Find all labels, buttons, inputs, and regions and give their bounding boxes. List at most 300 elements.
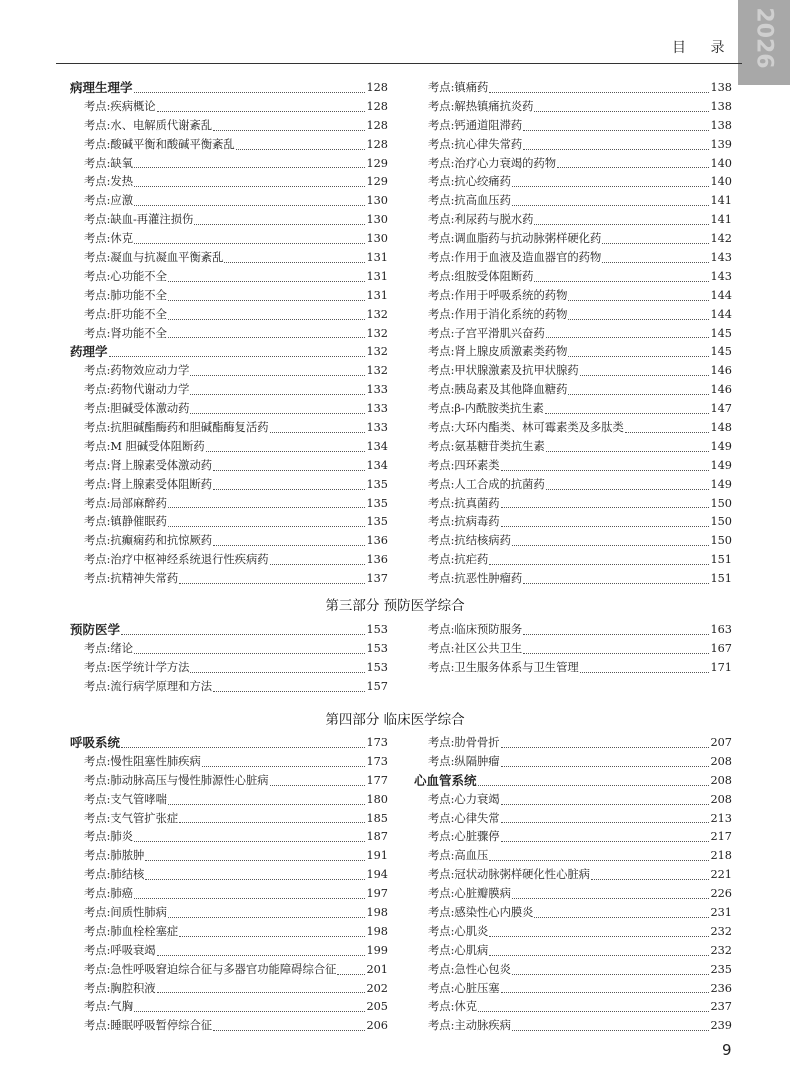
toc-page-number: 149 xyxy=(710,458,732,472)
dot-leader xyxy=(168,804,366,805)
dot-leader xyxy=(134,167,365,168)
toc-label: 考点:大环内酯类、林可霉素类及多肽类 xyxy=(428,421,624,435)
dot-leader xyxy=(157,955,366,956)
toc-page-number: 239 xyxy=(710,1019,732,1033)
toc-page-number: 153 xyxy=(366,660,388,674)
dot-leader xyxy=(213,130,365,131)
toc-label: 考点:β-内酰胺类抗生素 xyxy=(428,402,544,416)
dot-leader xyxy=(512,974,710,975)
toc-page-number: 130 xyxy=(366,194,388,208)
toc-label: 考点:作用于消化系统的药物 xyxy=(428,307,568,321)
toc-entry xyxy=(414,155,732,174)
toc-entry xyxy=(414,211,732,230)
dot-leader xyxy=(501,470,710,471)
dot-leader xyxy=(602,243,709,244)
toc-entry xyxy=(414,98,732,117)
dot-leader xyxy=(157,992,366,993)
toc-entry xyxy=(70,828,388,847)
toc-label: 考点:间质性肺病 xyxy=(84,906,167,919)
toc-page-number: 198 xyxy=(366,924,388,938)
toc-page-number: 132 xyxy=(366,345,388,359)
dot-leader xyxy=(134,92,366,93)
toc-page-number: 157 xyxy=(366,679,388,693)
toc-label: 考点:慢性阻塞性肺疾病 xyxy=(84,754,201,768)
toc-label: 考点:肺结核 xyxy=(84,868,145,882)
dot-leader xyxy=(168,507,366,508)
toc-label: 考点:支气管扩张症 xyxy=(84,811,179,825)
dot-leader xyxy=(489,860,709,861)
dot-leader xyxy=(512,186,710,187)
dot-leader xyxy=(134,841,365,842)
toc-page-number: 218 xyxy=(710,849,732,863)
dot-leader xyxy=(512,1030,710,1031)
toc-label: 考点:医学统计学方法 xyxy=(84,660,190,674)
dot-leader xyxy=(568,356,709,357)
dot-leader xyxy=(224,262,365,263)
toc-label: 考点:抗病毒药 xyxy=(428,515,500,529)
toc-page-number: 143 xyxy=(710,251,732,264)
dot-leader xyxy=(190,394,365,395)
toc-page-number: 132 xyxy=(366,364,388,378)
toc-page-number: 128 xyxy=(366,99,388,113)
toc-entry xyxy=(70,306,388,325)
toc-page-number: 150 xyxy=(710,515,732,529)
toc-entry xyxy=(70,230,388,249)
toc-page-number: 140 xyxy=(710,175,732,189)
toc-page-number: 130 xyxy=(366,213,388,227)
dot-leader xyxy=(546,451,710,452)
toc-entry xyxy=(70,362,388,381)
toc-page-number: 235 xyxy=(710,962,732,976)
toc-page-number: 131 xyxy=(366,251,388,264)
dot-leader xyxy=(501,526,710,527)
toc-label: 考点:肺炎 xyxy=(84,830,133,844)
dot-leader xyxy=(134,243,365,244)
dot-leader xyxy=(534,281,709,282)
dot-leader xyxy=(134,1011,365,1012)
toc-label: 考点:镇痛药 xyxy=(428,80,489,94)
toc-page-number: 135 xyxy=(366,496,388,510)
toc-page-number: 201 xyxy=(366,962,388,976)
dot-leader xyxy=(512,898,710,899)
toc-entry xyxy=(70,551,388,570)
dot-leader xyxy=(168,281,366,282)
toc-label: 考点:水、电解质代谢紊乱 xyxy=(84,118,213,132)
toc-label: 考点:药物效应动力学 xyxy=(84,364,190,378)
toc-page-number: 128 xyxy=(366,137,388,151)
toc-entry xyxy=(70,640,388,659)
toc-label: 考点:休克 xyxy=(84,232,133,246)
toc-page-number: 129 xyxy=(366,156,388,170)
toc-page-number: 137 xyxy=(366,572,388,586)
toc-page-number: 135 xyxy=(366,515,388,529)
header-rule xyxy=(56,63,742,64)
dot-leader xyxy=(512,205,710,206)
toc-label: 考点:流行病学原理和方法 xyxy=(84,679,213,693)
toc-label: 病理生理学 xyxy=(70,79,133,95)
toc-page-number: 208 xyxy=(710,754,732,768)
toc-page-number: 198 xyxy=(366,906,388,919)
toc-entry xyxy=(414,495,732,514)
toc-label: 考点:肺癌 xyxy=(84,887,133,901)
dot-leader xyxy=(523,653,709,654)
toc-page-number: 153 xyxy=(366,622,388,636)
dot-leader xyxy=(236,149,366,150)
toc-label: 考点:胰岛素及其他降血糖药 xyxy=(428,383,568,397)
dot-leader xyxy=(478,785,710,786)
toc-label: 考点:睡眠呼吸暂停综合征 xyxy=(84,1019,213,1033)
toc-label: 考点:心肌病 xyxy=(428,943,489,957)
dot-leader xyxy=(179,822,365,823)
year-tab-text: 2026 xyxy=(751,7,777,69)
toc-label: 考点:纵隔肿瘤 xyxy=(428,754,500,768)
dot-leader xyxy=(145,879,365,880)
dot-leader xyxy=(489,564,709,565)
toc-label: 考点:胸腔积液 xyxy=(84,981,156,995)
toc-page-number: 208 xyxy=(710,792,732,806)
toc-label: 考点:卫生服务体系与卫生管理 xyxy=(428,660,579,674)
toc-page-number: 134 xyxy=(366,458,388,472)
toc-label: 考点:人工合成的抗菌药 xyxy=(428,477,545,491)
toc-entry xyxy=(70,457,388,476)
dot-leader xyxy=(270,564,366,565)
toc-label: 考点:解热镇痛抗炎药 xyxy=(428,99,534,113)
dot-leader xyxy=(568,300,709,301)
toc-entry xyxy=(414,79,732,98)
toc-col-s1-right xyxy=(414,79,732,589)
toc-entry xyxy=(414,400,732,419)
toc-page-number: 236 xyxy=(710,981,732,995)
toc-entry xyxy=(70,532,388,551)
dot-leader xyxy=(194,224,365,225)
toc-label: 考点:甲状腺激素及抗甲状腺药 xyxy=(428,364,579,378)
toc-label: 考点:肋骨骨折 xyxy=(428,735,500,749)
toc-label: 考点:休克 xyxy=(428,1000,477,1014)
toc-label: 预防医学 xyxy=(70,621,121,637)
toc-label: 考点:抗胆碱酯酶药和胆碱酯酶复活药 xyxy=(84,421,269,435)
toc-entry xyxy=(70,155,388,174)
toc-page-number: 199 xyxy=(366,943,388,957)
toc-entry xyxy=(414,659,732,678)
dot-leader xyxy=(168,300,366,301)
toc-label: 考点:气胸 xyxy=(84,1000,133,1014)
toc-label: 考点:社区公共卫生 xyxy=(428,641,523,655)
toc-entry xyxy=(414,325,732,344)
toc-label: 考点:镇静催眠药 xyxy=(84,515,167,529)
toc-entry xyxy=(414,980,732,999)
toc-page-number: 149 xyxy=(710,439,732,453)
toc-label: 考点:应激 xyxy=(84,194,133,208)
toc-entry xyxy=(414,923,732,942)
dot-leader xyxy=(523,149,709,150)
dot-leader xyxy=(168,917,366,918)
dot-leader xyxy=(168,337,366,338)
dot-leader xyxy=(134,205,365,206)
toc-entry xyxy=(70,753,388,772)
toc-page-number: 146 xyxy=(710,364,732,378)
toc-entry xyxy=(414,362,732,381)
toc-entry xyxy=(70,117,388,136)
dot-leader xyxy=(501,822,710,823)
toc-page-number: 133 xyxy=(366,421,388,435)
toc-entry xyxy=(414,173,732,192)
toc-entry xyxy=(414,287,732,306)
toc-col-s1-left xyxy=(70,79,388,589)
toc-entry xyxy=(70,791,388,810)
toc-entry xyxy=(70,659,388,678)
page-number: 9 xyxy=(722,1041,732,1059)
toc-page-number: 144 xyxy=(710,307,732,321)
toc-entry xyxy=(414,249,732,268)
toc-page-number: 131 xyxy=(366,269,388,283)
toc-label: 考点:支气管哮喘 xyxy=(84,792,167,806)
year-tab xyxy=(738,0,790,85)
toc-col-p4-right xyxy=(414,734,732,1036)
toc-page-number: 144 xyxy=(710,288,732,302)
dot-leader xyxy=(546,489,710,490)
dot-leader xyxy=(546,337,710,338)
dot-leader xyxy=(534,111,709,112)
toc-page-number: 148 xyxy=(710,421,732,435)
toc-page-number: 232 xyxy=(710,924,732,938)
toc-entry xyxy=(414,791,732,810)
toc-label: 考点:冠状动脉粥样硬化性心脏病 xyxy=(428,868,590,882)
toc-entry xyxy=(70,847,388,866)
toc-entry xyxy=(414,513,732,532)
toc-label: 考点:抗结核病药 xyxy=(428,534,511,548)
toc-label: 考点:急性心包炎 xyxy=(428,962,511,976)
toc-page-number: 142 xyxy=(710,232,732,246)
toc-entry xyxy=(414,268,732,287)
toc-entry xyxy=(414,998,732,1017)
dot-leader xyxy=(523,130,709,131)
toc-page-number: 221 xyxy=(710,868,732,882)
dot-leader xyxy=(580,672,710,673)
dot-leader xyxy=(202,766,366,767)
dot-leader xyxy=(213,545,365,546)
toc-page-number: 151 xyxy=(710,572,732,586)
toc-label: 考点:心脏压塞 xyxy=(428,981,500,995)
toc-page-number: 134 xyxy=(366,439,388,453)
toc-label: 考点:感染性心内膜炎 xyxy=(428,906,534,919)
toc-page-number: 173 xyxy=(366,754,388,768)
toc-entry xyxy=(414,904,732,923)
toc-entry xyxy=(414,532,732,551)
toc-entry xyxy=(414,551,732,570)
toc-page-number: 191 xyxy=(366,849,388,863)
toc-page-number: 141 xyxy=(710,213,732,227)
toc-label: 考点:凝血与抗凝血平衡紊乱 xyxy=(84,251,224,264)
toc-label: 考点:抗恶性肿瘤药 xyxy=(428,572,523,586)
toc-entry xyxy=(70,1017,388,1036)
toc-label: 考点:利尿药与脱水药 xyxy=(428,213,534,227)
toc-section-heading xyxy=(70,79,388,98)
toc-entry xyxy=(414,866,732,885)
toc-label: 考点:调血脂药与抗动脉粥样硬化药 xyxy=(428,232,602,246)
dot-leader xyxy=(190,413,365,414)
toc-page-number: 163 xyxy=(710,622,732,636)
dot-leader xyxy=(501,507,710,508)
toc-label: 考点:作用于血液及造血器官的药物 xyxy=(428,251,602,264)
dot-leader xyxy=(580,375,710,376)
page-header-title: 目 录 xyxy=(672,40,735,56)
toc-label: 考点:临床预防服务 xyxy=(428,622,523,636)
toc-label: 考点:组胺受体阻断药 xyxy=(428,269,534,283)
toc-entry xyxy=(414,419,732,438)
toc-entry xyxy=(70,268,388,287)
dot-leader xyxy=(568,394,709,395)
toc-page-number: 147 xyxy=(710,402,732,416)
dot-leader xyxy=(602,262,709,263)
toc-label: 考点:抗高血压药 xyxy=(428,194,511,208)
toc-label: 考点:酸碱平衡和酸碱平衡紊乱 xyxy=(84,137,235,151)
part4-title: 第四部分 临床医学综合 xyxy=(325,712,465,728)
toc-label: 考点:缺氧 xyxy=(84,156,133,170)
toc-label: 考点:肾上腺皮质激素类药物 xyxy=(428,345,568,359)
toc-label: 考点:缺血-再灌注损伤 xyxy=(84,213,194,227)
toc-page-number: 194 xyxy=(366,868,388,882)
toc-label: 呼吸系统 xyxy=(70,734,121,750)
dot-leader xyxy=(179,936,365,937)
toc-entry xyxy=(414,961,732,980)
dot-leader xyxy=(179,583,365,584)
dot-leader xyxy=(109,356,366,357)
toc-page-number: 153 xyxy=(366,641,388,655)
dot-leader xyxy=(145,860,365,861)
part3-title: 第三部分 预防医学综合 xyxy=(325,598,465,614)
toc-label: 考点:抗癫痫药和抗惊厥药 xyxy=(84,534,213,548)
toc-entry xyxy=(70,381,388,400)
toc-page-number: 133 xyxy=(366,383,388,397)
toc-page-number: 167 xyxy=(710,641,732,655)
toc-label: 考点:局部麻醉药 xyxy=(84,496,167,510)
toc-label: 考点:肺血栓栓塞症 xyxy=(84,924,179,938)
dot-leader xyxy=(501,841,710,842)
toc-page-number: 136 xyxy=(366,534,388,548)
toc-label: 考点:抗精神失常药 xyxy=(84,572,179,586)
dot-leader xyxy=(213,691,365,692)
dot-leader xyxy=(190,375,365,376)
toc-entry xyxy=(70,998,388,1017)
toc-label: 考点:心力衰竭 xyxy=(428,792,500,806)
dot-leader xyxy=(591,879,709,880)
toc-label: 考点:心脏骤停 xyxy=(428,830,500,844)
toc-page-number: 202 xyxy=(366,981,388,995)
toc-page-number: 133 xyxy=(366,402,388,416)
toc-page-number: 217 xyxy=(710,830,732,844)
toc-label: 考点:肾上腺素受体阻断药 xyxy=(84,477,213,491)
toc-entry xyxy=(414,1017,732,1036)
toc-page-number: 213 xyxy=(710,811,732,825)
dot-leader xyxy=(213,1030,365,1031)
toc-label: 考点:呼吸衰竭 xyxy=(84,943,156,957)
dot-leader xyxy=(625,432,710,433)
dot-leader xyxy=(157,111,366,112)
toc-page-number: 135 xyxy=(366,477,388,491)
toc-entry xyxy=(70,476,388,495)
toc-page-number: 171 xyxy=(710,660,732,674)
toc-section-heading xyxy=(70,734,388,753)
toc-entry xyxy=(70,173,388,192)
toc-page-number: 140 xyxy=(710,156,732,170)
toc-section-heading xyxy=(414,772,732,791)
dot-leader xyxy=(190,672,365,673)
toc-entry xyxy=(70,211,388,230)
toc-label: 考点:肾功能不全 xyxy=(84,326,167,340)
toc-page-number: 226 xyxy=(710,887,732,901)
toc-page-number: 132 xyxy=(366,326,388,340)
toc-entry xyxy=(414,230,732,249)
toc-entry xyxy=(70,961,388,980)
toc-label: 考点:抗疟药 xyxy=(428,553,489,567)
dot-leader xyxy=(134,653,365,654)
dot-leader xyxy=(134,898,365,899)
dot-leader xyxy=(478,1011,709,1012)
toc-label: 考点:抗真菌药 xyxy=(428,496,500,510)
toc-entry xyxy=(414,381,732,400)
toc-entry xyxy=(414,621,732,640)
dot-leader xyxy=(270,432,366,433)
dot-leader xyxy=(534,917,709,918)
toc-page-number: 131 xyxy=(366,288,388,302)
toc-page-number: 138 xyxy=(710,118,732,132)
toc-label: 考点:四环素类 xyxy=(428,458,500,472)
toc-entry xyxy=(70,923,388,942)
dot-leader xyxy=(523,634,709,635)
toc-entry xyxy=(414,476,732,495)
toc-label: 考点:肝功能不全 xyxy=(84,307,167,321)
toc-label: 考点:作用于呼吸系统的药物 xyxy=(428,288,568,302)
toc-entry xyxy=(70,419,388,438)
toc-label: 考点:氨基糖苷类抗生素 xyxy=(428,439,545,453)
dot-leader xyxy=(213,489,365,490)
dot-leader xyxy=(501,804,710,805)
dot-leader xyxy=(489,936,709,937)
toc-page-number: 206 xyxy=(366,1019,388,1033)
toc-page-number: 136 xyxy=(366,553,388,567)
toc-page-number: 149 xyxy=(710,477,732,491)
toc-label: 考点:子宫平滑肌兴奋药 xyxy=(428,326,545,340)
toc-col-p3-right xyxy=(414,621,732,678)
toc-label: 考点:肺脓肿 xyxy=(84,849,145,863)
toc-label: 考点:M 胆碱受体阻断药 xyxy=(84,439,205,453)
toc-label: 考点:疾病概论 xyxy=(84,99,156,113)
toc-page-number: 205 xyxy=(366,1000,388,1014)
toc-entry xyxy=(70,810,388,829)
toc-page-number: 138 xyxy=(710,80,732,94)
toc-page-number: 208 xyxy=(710,773,732,787)
toc-label: 考点:高血压 xyxy=(428,849,489,863)
toc-entry xyxy=(70,772,388,791)
toc-col-p4-left xyxy=(70,734,388,1036)
dot-leader xyxy=(557,167,709,168)
toc-page-number: 145 xyxy=(710,326,732,340)
toc-page-number: 232 xyxy=(710,943,732,957)
toc-label: 考点:急性呼吸窘迫综合征与多器官功能障碍综合征 xyxy=(84,962,337,976)
toc-entry xyxy=(70,885,388,904)
toc-entry xyxy=(414,885,732,904)
toc-entry xyxy=(70,980,388,999)
toc-label: 考点:肾上腺素受体激动药 xyxy=(84,458,213,472)
toc-label: 考点:心律失常 xyxy=(428,811,500,825)
dot-leader xyxy=(168,319,366,320)
toc-entry xyxy=(414,457,732,476)
dot-leader xyxy=(168,526,366,527)
toc-page-number: 145 xyxy=(710,345,732,359)
toc-entry xyxy=(70,325,388,344)
toc-label: 药理学 xyxy=(70,344,108,360)
toc-page-number: 129 xyxy=(366,175,388,189)
